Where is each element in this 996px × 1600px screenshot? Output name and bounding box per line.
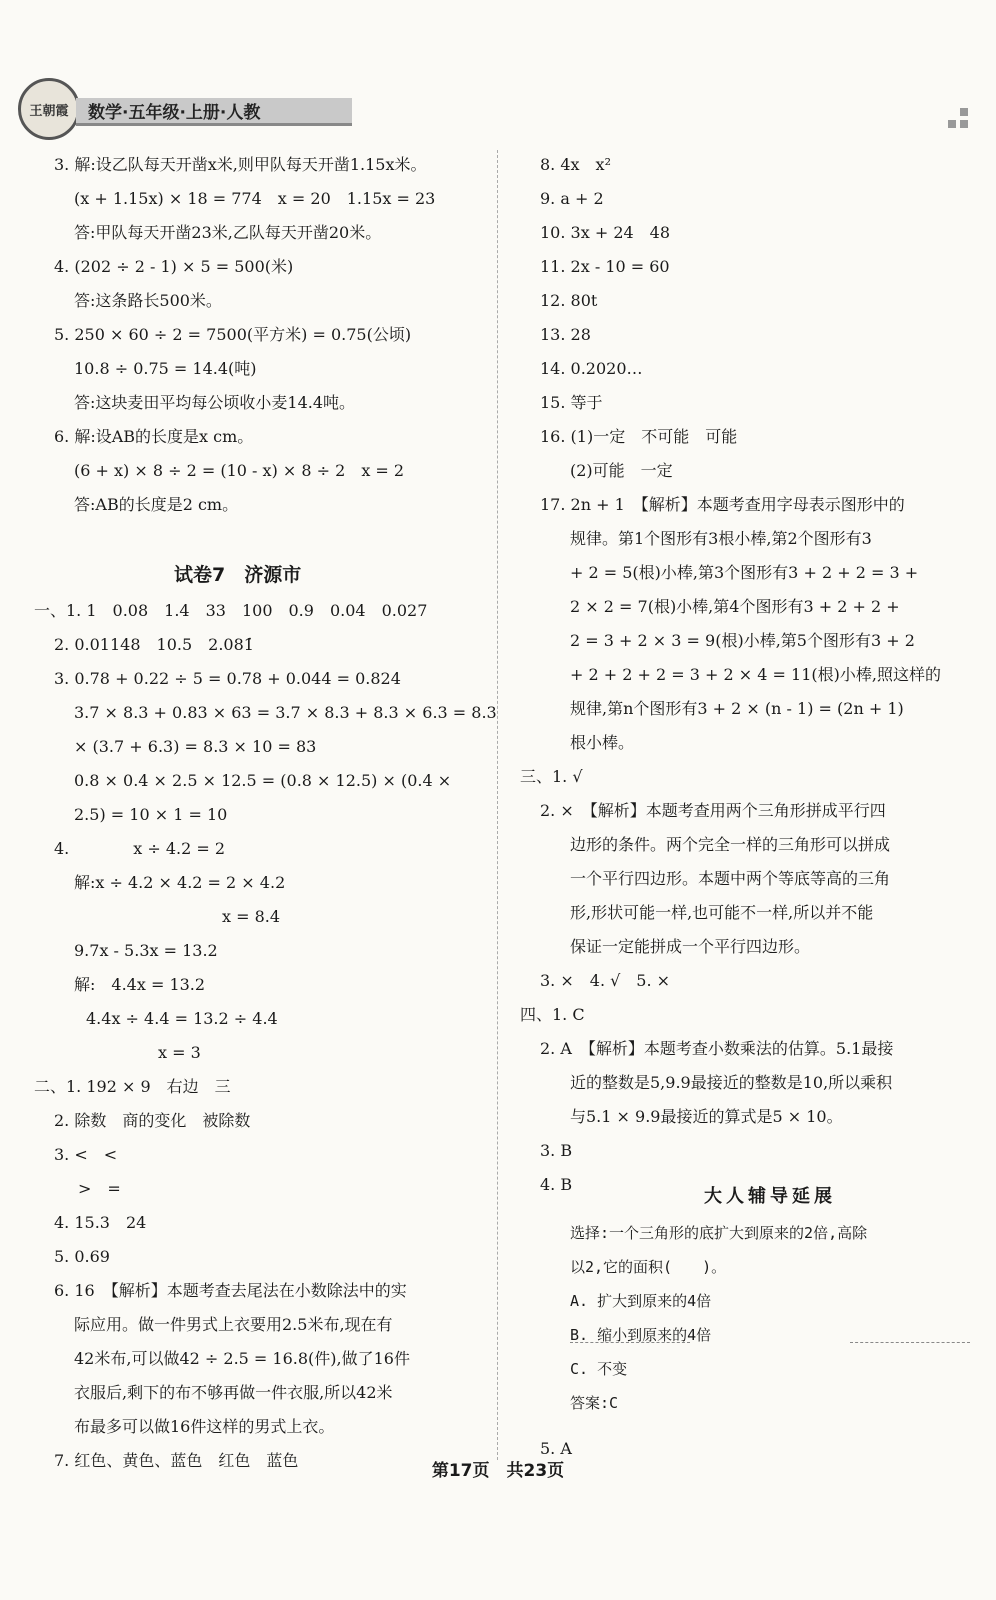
page-footer: 第17页 共23页 [431,1461,565,1481]
answer-line: > = [78,1179,121,1198]
extension-title: 大人辅导延展 [704,1186,836,1207]
answer-line: 4.4x ÷ 4.4 = 13.2 ÷ 4.4 [86,1009,278,1028]
answer-line: (6 + x) × 8 ÷ 2 = (10 - x) × 8 ÷ 2 x = 2 [74,461,405,480]
answer-line: x = 3 [158,1043,201,1062]
answer-line: 3.7 × 8.3 + 0.83 × 63 = 3.7 × 8.3 + 8.3 × 6.3 = 8.3 [74,703,497,722]
answer-line: 根小棒。 [570,733,635,752]
answer-line: 0.8 × 0.4 × 2.5 × 12.5 = (0.8 × 12.5) × (0.4 × [74,771,452,790]
brand-logo: 王朝霞 [18,78,80,140]
answer-line: 与5.1 × 9.9最接近的算式是5 × 10。 [570,1107,843,1126]
extension-line: 答案:C [570,1394,619,1412]
answer-line: 10.8 ÷ 0.75 = 14.4(吨) [74,359,257,378]
answer-line: 近的整数是5,9.9最接近的整数是10,所以乘积 [570,1073,893,1092]
answer-line: 2 = 3 + 2 × 3 = 9(根)小棒,第5个图形有3 + 2 [570,631,915,650]
answer-line: 2.5) = 10 × 1 = 10 [74,805,228,824]
answer-line: 规律。第1个图形有3根小棒,第2个图形有3 [570,529,872,548]
answer-line: 规律,第n个图形有3 + 2 × (n - 1) = (2n + 1) [570,699,904,718]
answer-line: 解:x ÷ 4.2 × 4.2 = 2 × 4.2 [74,873,286,892]
answer-line: (x + 1.15x) × 18 = 774 x = 20 1.15x = 23 [74,189,436,208]
answer-line: 16. (1)一定 不可能 可能 [540,427,738,446]
answer-line: 6. 16 【解析】本题考查去尾法在小数除法中的实 [54,1281,407,1300]
answer-line: 9.7x - 5.3x = 13.2 [74,941,218,960]
answer-line: 一个平行四边形。本题中两个等底等高的三角 [570,869,891,888]
answer-line: 形,形状可能一样,也可能不一样,所以并不能 [570,903,874,922]
answer-line: 6. 解:设AB的长度是x cm。 [54,427,254,446]
answer-line: 4. x ÷ 4.2 = 2 [54,839,226,858]
answer-line: 答:AB的长度是2 cm。 [74,495,239,514]
answer-line: 4. (202 ÷ 2 - 1) × 5 = 500(米) [54,257,294,276]
answer-line: 3. B [540,1141,573,1160]
extension-line: A. 扩大到原来的4倍 [570,1292,712,1310]
answer-line: 边形的条件。两个完全一样的三角形可以拼成 [570,835,891,854]
answer-line: 衣服后,剩下的布不够再做一件衣服,所以42米 [74,1383,393,1402]
answer-line: 一、1. 1 0.08 1.4 33 100 0.9 0.04 0.027 [34,601,428,620]
answer-line: 2. 0.01148 10.5 2.081̇ [54,635,254,654]
book-title: 数学·五年级·上册·人教 [76,98,352,126]
answer-line: 3. × 4. √ 5. × [540,971,671,990]
answer-line: 14. 0.2020… [540,359,643,378]
answer-line: 2. A 【解析】本题考查小数乘法的估算。5.1最接 [540,1039,894,1058]
answer-line: × (3.7 + 6.3) = 8.3 × 10 = 83 [74,737,317,756]
answer-line: 二、1. 192 × 9 右边 三 [34,1077,231,1096]
answer-line: 42米布,可以做42 ÷ 2.5 = 16.8(件),做了16件 [74,1349,410,1368]
extension-line: C. 不变 [570,1360,628,1378]
answer-line: 3. 解:设乙队每天开凿x米,则甲队每天开凿1.15x米。 [54,155,427,174]
answer-line: 5. A [540,1439,572,1458]
answer-line: 3. < < [54,1145,118,1164]
answer-line: 13. 28 [540,325,591,344]
answer-line: (2)可能 一定 [570,461,673,480]
answer-line: 4. B [540,1175,573,1194]
answer-line: 布最多可以做16件这样的男式上衣。 [74,1417,335,1436]
answer-line: x = 8.4 [222,907,281,926]
answer-line: 11. 2x - 10 = 60 [540,257,670,276]
answer-line: 5. 0.69 [54,1247,110,1266]
page-header [18,78,978,138]
answer-line: 5. 250 × 60 ÷ 2 = 7500(平方米) = 0.75(公顷) [54,325,412,344]
answer-line: 解: 4.4x = 13.2 [74,975,206,994]
answer-line: 答:甲队每天开凿23米,乙队每天开凿20米。 [74,223,382,242]
answer-line: 答:这条路长500米。 [74,291,222,310]
answer-line: 答:这块麦田平均每公顷收小麦14.4吨。 [74,393,356,412]
answer-line: 2. 除数 商的变化 被除数 [54,1111,251,1130]
answer-line: 12. 80t [540,291,598,310]
extension-line: 以2,它的面积( )。 [570,1258,727,1276]
answer-line: 10. 3x + 24 48 [540,223,671,242]
answer-line: 三、1. √ [520,767,583,786]
extension-divider-right [850,1342,970,1343]
answer-line: 4. 15.3 24 [54,1213,147,1232]
extension-line: B. 缩小到原来的4倍 [570,1326,712,1344]
answer-line: 15. 等于 [540,393,603,412]
answer-line: 9. a + 2 [540,189,604,208]
answer-line: + 2 + 2 + 2 = 3 + 2 × 4 = 11(根)小棒,照这样的 [570,665,941,684]
corner-decoration-icon [948,108,978,130]
answer-line: 8. 4x x² [540,155,611,174]
answer-line: 2 × 2 = 7(根)小棒,第4个图形有3 + 2 + 2 + [570,597,900,616]
answer-line: + 2 = 5(根)小棒,第3个图形有3 + 2 + 2 = 3 + [570,563,919,582]
column-divider [497,150,498,1460]
answer-line: 保证一定能拼成一个平行四边形。 [570,937,811,956]
answer-line: 2. × 【解析】本题考查用两个三角形拼成平行四 [540,801,886,820]
answer-line: 7. 红色、黄色、蓝色 红色 蓝色 [54,1451,299,1470]
section-title: 试卷7 济源市 [174,564,302,586]
extension-line: 选择:一个三角形的底扩大到原来的2倍,高除 [570,1224,868,1242]
answer-line: 17. 2n + 1 【解析】本题考查用字母表示图形中的 [540,495,905,514]
answer-line: 际应用。做一件男式上衣要用2.5米布,现在有 [74,1315,393,1334]
answer-line: 3. 0.78 + 0.22 ÷ 5 = 0.78 + 0.044 = 0.824 [54,669,401,688]
answer-line: 四、1. C [520,1005,585,1024]
